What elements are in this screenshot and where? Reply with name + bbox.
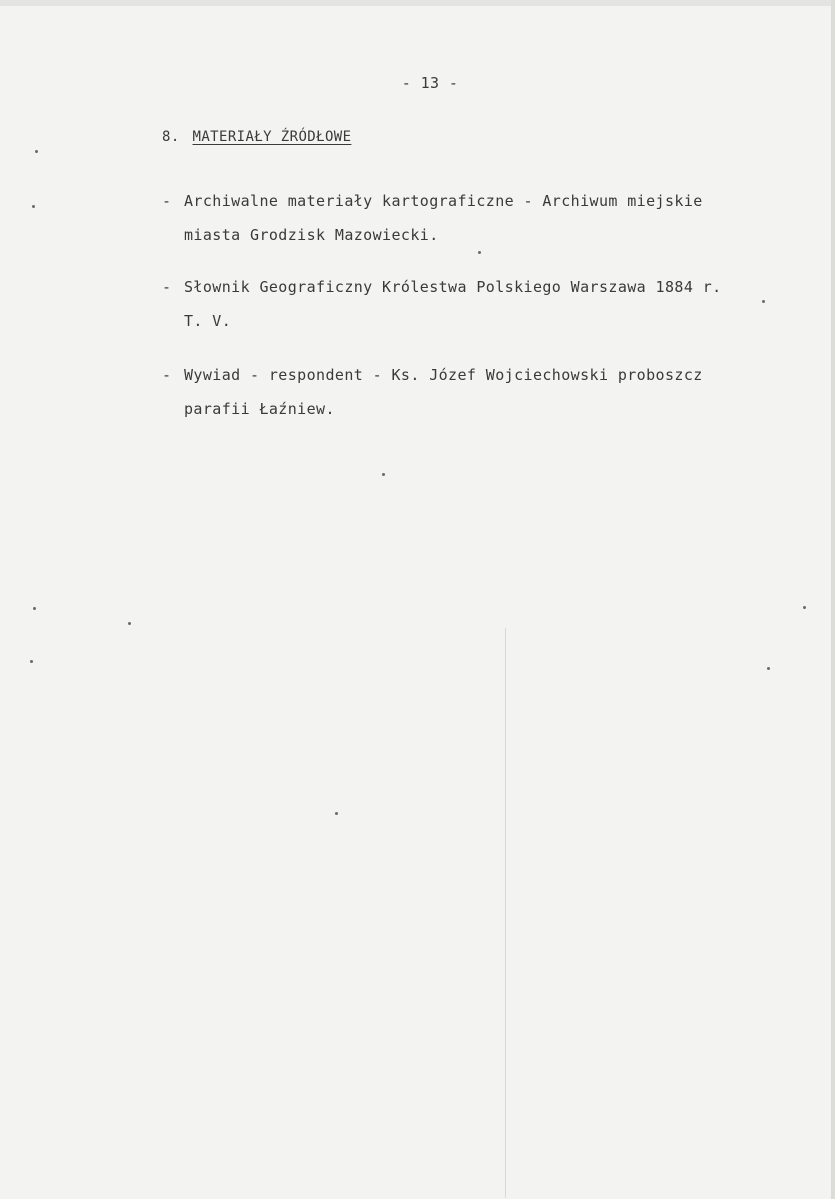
source-entry	[162, 358, 782, 426]
section-number: 8.	[162, 129, 180, 145]
paper-speck	[478, 251, 481, 254]
source-entry	[162, 184, 782, 252]
entry-line-1: Słownik Geograficzny Królestwa Polskiego Warszawa 1884 r.	[184, 278, 722, 296]
paper-speck	[335, 812, 338, 815]
entry-line-2: T. V.	[184, 312, 232, 330]
entry-line-1: Archiwalne materiały kartograficzne - Archiwum miejskie	[184, 192, 703, 210]
paper-speck	[767, 667, 770, 670]
page-top-edge	[0, 0, 831, 6]
source-entry	[162, 270, 782, 338]
entry-line-2: miasta Grodzisk Mazowiecki.	[184, 226, 439, 244]
entry-dash: -	[162, 192, 172, 210]
paper-speck	[128, 622, 131, 625]
paper-speck	[30, 660, 33, 663]
paper-speck	[803, 606, 806, 609]
entry-dash: -	[162, 278, 172, 296]
paper-fold-line	[505, 628, 506, 1198]
page-number: - 13 -	[401, 74, 459, 92]
section-heading	[162, 129, 351, 145]
section-title: MATERIAŁY ŹRÓDŁOWE	[192, 129, 352, 145]
entry-line-1: Wywiad - respondent - Ks. Józef Wojciechowski proboszcz	[184, 366, 703, 384]
entry-line-2: parafii Łaźniew.	[184, 400, 335, 418]
paper-speck	[33, 607, 36, 610]
paper-speck	[35, 150, 38, 153]
paper-speck	[382, 473, 385, 476]
paper-speck	[762, 300, 765, 303]
paper-speck	[32, 205, 35, 208]
entry-dash: -	[162, 366, 172, 384]
